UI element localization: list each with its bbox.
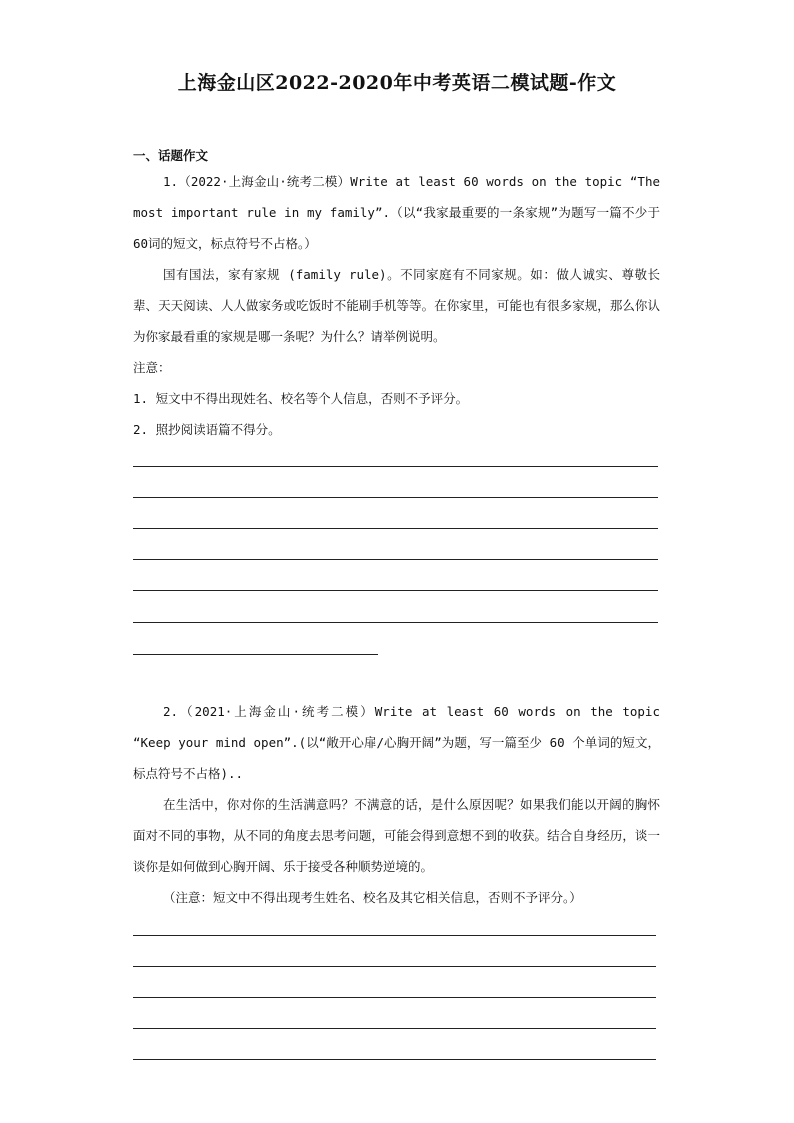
answer-line[interactable] [133, 528, 658, 529]
answer-line[interactable] [133, 590, 658, 591]
section-heading: 一、话题作文 [133, 148, 209, 163]
answer-line[interactable] [133, 466, 658, 467]
question-1-prompt: 1.（2022·上海金山·统考二模）Write at least 60 words on the topic “The most important rule in my family”.（以“我家最重要的一条家规”为题写一篇不少于60词的短文，标点符号不占格。） [133, 174, 660, 251]
question-2-prompt: 2.（2021·上海金山·统考二模）Write at least 60 words on the topic “Keep your mind open”.(以“敞开心扉/心胸开阔”为题，写一篇至少 60 个单词的短文，标点符号不占格).. [133, 704, 660, 781]
answer-line[interactable] [133, 1059, 656, 1060]
question-1-note-1: 1. 短文中不得出现姓名、校名等个人信息，否则不予评分。 [133, 391, 469, 406]
question-1-background: 国有国法，家有家规 (family rule)。不同家庭有不同家规。如：做人诚实、尊敬长辈、天天阅读、人人做家务或吃饭时不能刷手机等等。在你家里，可能也有很多家规，那么你认为你家最看重的家规是哪一条呢？为什么？请举例说明。 [133, 267, 660, 344]
question-1-note-title: 注意： [133, 360, 171, 375]
answer-line-short[interactable] [133, 654, 378, 655]
answer-line[interactable] [133, 935, 656, 936]
answer-line[interactable] [133, 497, 658, 498]
answer-line[interactable] [133, 559, 658, 560]
page-title: 上海金山区2022-2020年中考英语二模试题-作文 [177, 72, 617, 94]
answer-line[interactable] [133, 966, 656, 967]
answer-line[interactable] [133, 1028, 656, 1029]
question-1-note-2: 2. 照抄阅读语篇不得分。 [133, 422, 281, 437]
answer-line[interactable] [133, 997, 656, 998]
question-2-note: （注意：短文中不得出现考生姓名、校名及其它相关信息，否则不予评分。） [163, 890, 582, 905]
question-2-background: 在生活中，你对你的生活满意吗？不满意的话，是什么原因呢？如果我们能以开阔的胸怀面对不同的事物，从不同的角度去思考问题，可能会得到意想不到的收获。结合自身经历，谈一谈你是如何做到心胸开阔、乐于接受各种顺势逆境的。 [133, 797, 660, 874]
answer-line[interactable] [133, 622, 658, 623]
